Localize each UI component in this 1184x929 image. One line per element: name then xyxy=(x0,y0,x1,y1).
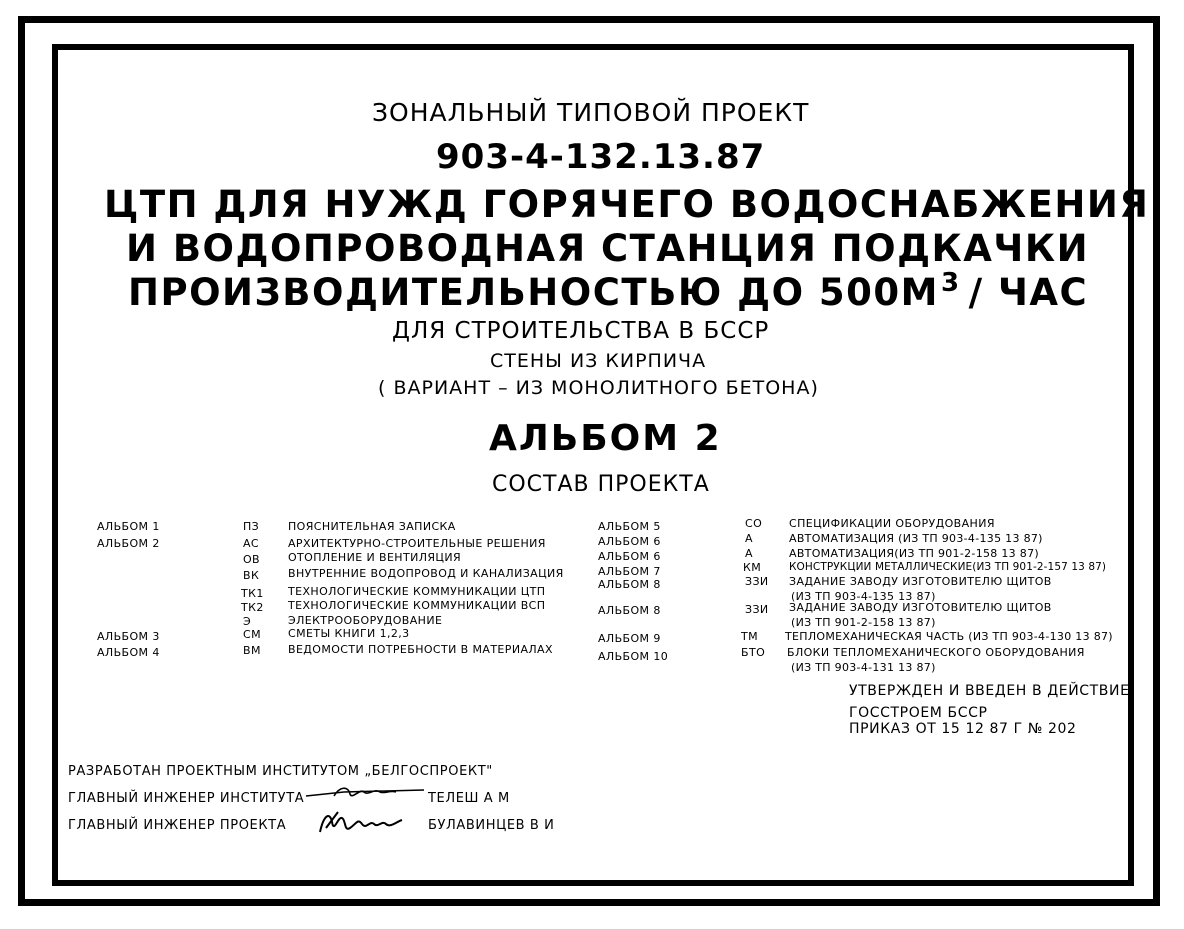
left-row-1-album: АЛЬБОМ 1 xyxy=(97,520,160,533)
right-row-5-desc: ЗАДАНИЕ ЗАВОДУ ИЗГОТОВИТЕЛЮ ЩИТОВ xyxy=(789,575,1052,588)
walls-material: СТЕНЫ ИЗ КИРПИЧА xyxy=(490,350,707,372)
right-row-8-desc: БЛОКИ ТЕПЛОМЕХАНИЧЕСКОГО ОБОРУДОВАНИЯ xyxy=(787,646,1085,659)
title-line-3 xyxy=(128,268,1088,314)
title-line-1: ЦТП ДЛЯ НУЖД ГОРЯЧЕГО ВОДОСНАБЖЕНИЯ xyxy=(104,183,1150,226)
right-row-6-desc: ЗАДАНИЕ ЗАВОДУ ИЗГОТОВИТЕЛЮ ЩИТОВ xyxy=(789,601,1052,614)
right-row-5-album: АЛЬБОМ 8 xyxy=(598,578,661,591)
right-row-8-desc-source: (ИЗ ТП 903-4-131 13 87) xyxy=(791,661,936,674)
approval-line-1: УТВЕРЖДЕН И ВВЕДЕН В ДЕЙСТВИЕ xyxy=(849,683,1130,699)
project-number: 903-4-132.13.87 xyxy=(436,137,766,177)
left-row-6-code: ТК2 xyxy=(241,601,264,614)
right-row-5-desc-source: (ИЗ ТП 903-4-135 13 87) xyxy=(791,590,936,603)
right-row-6-album: АЛЬБОМ 8 xyxy=(598,604,661,617)
right-row-1-code: СО xyxy=(745,517,763,530)
left-row-2-code: АС xyxy=(243,537,260,550)
right-row-2-album: АЛЬБОМ 6 xyxy=(598,535,661,548)
left-row-3-desc: ОТОПЛЕНИЕ И ВЕНТИЛЯЦИЯ xyxy=(288,551,462,564)
right-row-2-desc: АВТОМАТИЗАЦИЯ (ИЗ ТП 903-4-135 13 87) xyxy=(789,532,1043,545)
left-row-5-desc: ТЕХНОЛОГИЧЕСКИЕ КОММУНИКАЦИИ ЦТП xyxy=(288,585,546,598)
approval-line-2: ГОССТРОЕМ БССР xyxy=(849,705,988,721)
left-row-7-desc: ЭЛЕКТРООБОРУДОВАНИЕ xyxy=(288,614,443,627)
left-row-5-code: ТК1 xyxy=(241,587,264,600)
variant-note: ( ВАРИАНТ – ИЗ МОНОЛИТНОГО БЕТОНА) xyxy=(378,377,819,399)
title-line-3-suffix: / ЧАС xyxy=(968,271,1089,314)
right-row-4-album: АЛЬБОМ 7 xyxy=(598,565,661,578)
left-row-2-desc: АРХИТЕКТУРНО-СТРОИТЕЛЬНЫЕ РЕШЕНИЯ xyxy=(288,537,546,550)
right-row-8-album: АЛЬБОМ 10 xyxy=(598,650,669,663)
left-row-2-album: АЛЬБОМ 2 xyxy=(97,537,160,550)
left-row-1-desc: ПОЯСНИТЕЛЬНАЯ ЗАПИСКА xyxy=(288,520,456,533)
right-row-3-album: АЛЬБОМ 6 xyxy=(598,550,661,563)
right-row-6-code: ЗЗИ xyxy=(745,603,769,616)
project-type-subtitle: ЗОНАЛЬНЫЙ ТИПОВОЙ ПРОЕКТ xyxy=(372,98,810,127)
left-row-4-desc: ВНУТРЕННИЕ ВОДОПРОВОД И КАНАЛИЗАЦИЯ xyxy=(288,567,564,580)
right-row-7-desc: ТЕПЛОМЕХАНИЧЕСКАЯ ЧАСТЬ (ИЗ ТП 903-4-130 13 87) xyxy=(785,630,1113,643)
developer-institute: РАЗРАБОТАН ПРОЕКТНЫМ ИНСТИТУТОМ „БЕЛГОСПРОЕКТ" xyxy=(68,764,493,779)
left-row-9-desc: ВЕДОМОСТИ ПОТРЕБНОСТИ В МАТЕРИАЛАХ xyxy=(288,643,553,656)
approval-order: ПРИКАЗ ОТ 15 12 87 Г № 202 xyxy=(849,721,1077,737)
title-line-3-main: ПРОИЗВОДИТЕЛЬНОСТЬЮ ДО 500М xyxy=(128,271,939,314)
right-row-8-code: БТО xyxy=(741,646,766,659)
left-row-8-desc: СМЕТЫ КНИГИ 1,2,3 xyxy=(288,627,410,640)
left-row-9-album: АЛЬБОМ 4 xyxy=(97,646,160,659)
chief-institute-label: ГЛАВНЫЙ ИНЖЕНЕР ИНСТИТУТА xyxy=(68,791,305,806)
construction-region: ДЛЯ СТРОИТЕЛЬСТВА В БССР xyxy=(392,318,770,344)
composition-heading: СОСТАВ ПРОЕКТА xyxy=(492,472,710,497)
title-line-3-superscript: 3 xyxy=(940,268,961,298)
album-title: АЛЬБОМ 2 xyxy=(489,418,722,459)
left-row-3-code: ОВ xyxy=(243,553,261,566)
chief-project-name: БУЛАВИНЦЕВ В И xyxy=(428,818,555,833)
right-row-6-desc-source: (ИЗ ТП 901-2-158 13 87) xyxy=(791,616,936,629)
left-row-6-desc: ТЕХНОЛОГИЧЕСКИЕ КОММУНИКАЦИИ ВСП xyxy=(288,599,546,612)
chief-institute-name: ТЕЛЕШ А М xyxy=(428,791,510,806)
right-row-7-album: АЛЬБОМ 9 xyxy=(598,632,661,645)
right-row-2-code: А xyxy=(745,532,753,545)
right-row-1-desc: СПЕЦИФИКАЦИИ ОБОРУДОВАНИЯ xyxy=(789,517,995,530)
left-row-7-code: Э xyxy=(243,615,252,628)
chief-project-signature xyxy=(316,808,406,840)
right-row-4-desc: КОНСТРУКЦИИ МЕТАЛЛИЧЕСКИЕ(ИЗ ТП 901-2-157 13 87) xyxy=(789,561,1107,573)
title-line-2: И ВОДОПРОВОДНАЯ СТАНЦИЯ ПОДКАЧКИ xyxy=(126,227,1090,270)
right-row-4-code: КМ xyxy=(743,561,762,574)
right-row-3-desc: АВТОМАТИЗАЦИЯ(ИЗ ТП 901-2-158 13 87) xyxy=(789,547,1039,560)
right-row-5-code: ЗЗИ xyxy=(745,575,769,588)
right-row-3-code: А xyxy=(745,547,753,560)
left-row-9-code: ВМ xyxy=(243,644,261,657)
left-row-1-code: ПЗ xyxy=(243,520,260,533)
left-row-4-code: ВК xyxy=(243,569,260,582)
left-row-8-album: АЛЬБОМ 3 xyxy=(97,630,160,643)
chief-institute-signature xyxy=(304,782,429,804)
right-row-1-album: АЛЬБОМ 5 xyxy=(598,520,661,533)
left-row-8-code: СМ xyxy=(243,628,261,641)
chief-project-label: ГЛАВНЫЙ ИНЖЕНЕР ПРОЕКТА xyxy=(68,818,287,833)
right-row-7-code: ТМ xyxy=(741,630,759,643)
